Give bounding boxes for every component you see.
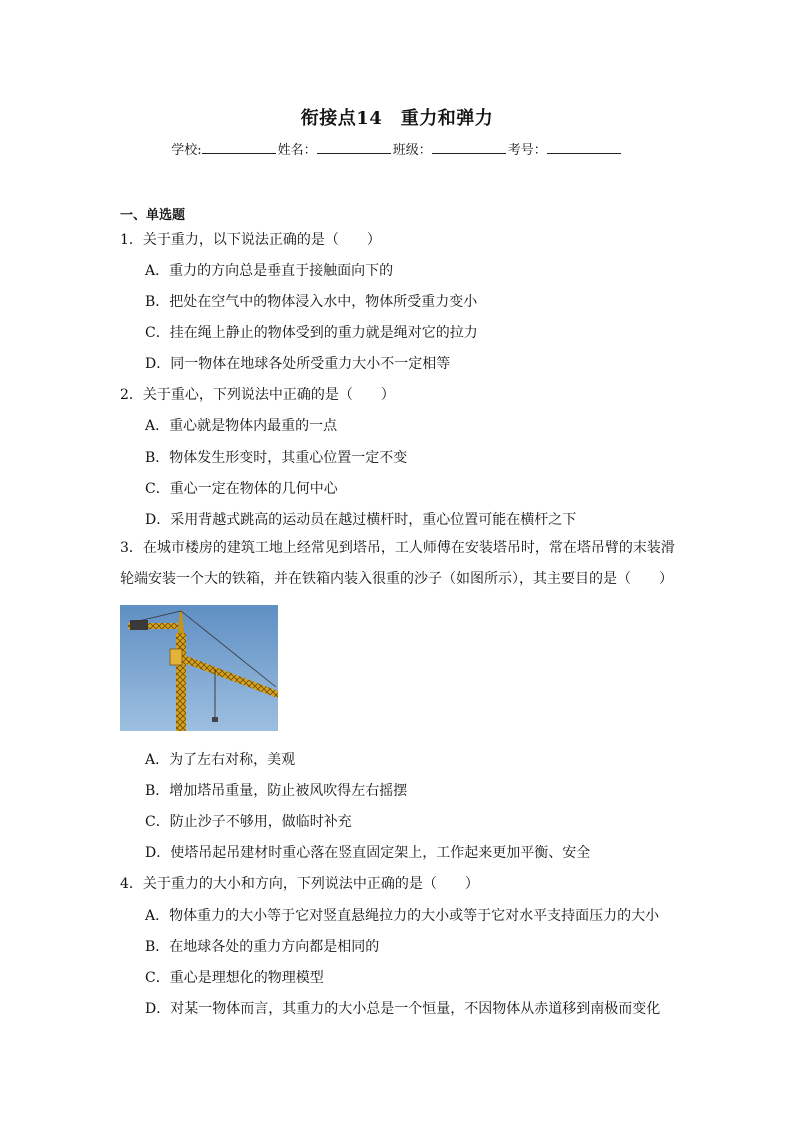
student-info-line bbox=[0, 139, 794, 158]
question-2-option-b: B．物体发生形变时，其重心位置一定不变 bbox=[145, 450, 408, 466]
question-2-option-d: D．采用背越式跳高的运动员在越过横杆时，重心位置可能在横杆之下 bbox=[145, 512, 577, 528]
question-2-stem: 2．关于重心，下列说法中正确的是（ ） bbox=[120, 387, 395, 403]
id-blank bbox=[547, 141, 621, 154]
question-3-option-d: D．使塔吊起吊建材时重心落在竖直固定架上，工作起来更加平衡、安全 bbox=[145, 845, 591, 861]
question-3-stem: 3．在城市楼房的建筑工地上经常见到塔吊，工人师傅在安装塔吊时，常在塔吊臂的末装滑轮端安装一个大的铁箱，并在铁箱内装入很重的沙子（如图所示），其主要目的是（ ） bbox=[120, 540, 675, 587]
question-4-option-c: C．重心是理想化的物理模型 bbox=[145, 970, 324, 986]
question-2-option-a: A．重心就是物体内最重的一点 bbox=[145, 418, 338, 434]
school-blank bbox=[202, 141, 276, 154]
question-1-option-a: A．重力的方向总是垂直于接触面向下的 bbox=[145, 263, 394, 279]
question-2-option-c: C．重心一定在物体的几何中心 bbox=[145, 481, 338, 497]
section-heading: 一、单选题 bbox=[120, 208, 186, 223]
id-label: 考号： bbox=[507, 143, 547, 158]
page-title: 衔接点14 重力和弹力 bbox=[300, 108, 494, 129]
question-1-option-c: C．挂在绳上静止的物体受到的重力就是绳对它的拉力 bbox=[145, 325, 478, 341]
question-1-stem: 1．关于重力，以下说法正确的是（ ） bbox=[120, 232, 381, 248]
name-blank bbox=[317, 141, 391, 154]
question-4-option-a: A．物体重力的大小等于它对竖直悬绳拉力的大小或等于它对水平支持面压力的大小 bbox=[145, 908, 660, 924]
school-label: 学校: bbox=[171, 143, 202, 158]
question-4-stem: 4．关于重力的大小和方向，下列说法中正确的是（ ） bbox=[120, 876, 479, 892]
question-3-option-c: C．防止沙子不够用，做临时补充 bbox=[145, 814, 352, 830]
name-label: 姓名： bbox=[277, 143, 317, 158]
question-3-option-b: B．增加塔吊重量，防止被风吹得左右摇摆 bbox=[145, 783, 408, 799]
question-4-option-d: D．对某一物体而言，其重力的大小总是一个恒量，不因物体从赤道移到南极而变化 bbox=[145, 1001, 661, 1017]
question-3-option-a: A．为了左右对称，美观 bbox=[145, 752, 296, 768]
class-blank bbox=[432, 141, 506, 154]
tower-crane-image bbox=[120, 605, 278, 731]
class-label: 班级： bbox=[392, 143, 432, 158]
question-1-option-d: D．同一物体在地球各处所受重力大小不一定相等 bbox=[145, 356, 451, 372]
question-4-option-b: B．在地球各处的重力方向都是相同的 bbox=[145, 939, 380, 955]
question-1-option-b: B．把处在空气中的物体浸入水中，物体所受重力变小 bbox=[145, 294, 478, 310]
